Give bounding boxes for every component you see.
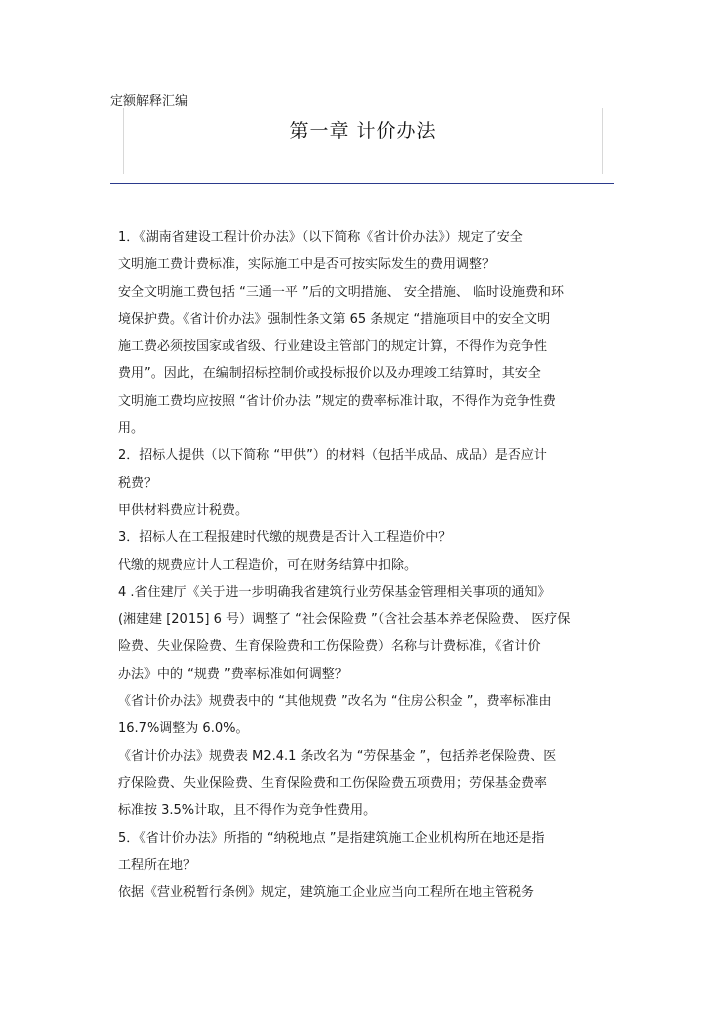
text-line: 施工费必须按国家或省级、行业建设主管部门的规定计算，不得作为竞争性 <box>118 339 548 355</box>
text-line: 3．招标人在工程报建时代缴的规费是否计入工程造价中？ <box>118 530 452 546</box>
text-line: 安全文明施工费包括 “三通一平 ”后的文明措施、 安全措施、 临时设施费和环 <box>118 284 564 300</box>
chapter-title-box <box>123 108 603 174</box>
text-line: 4 .省住建厅《关于进一步明确我省建筑行业劳保基金管理相关事项的通知》 <box>118 584 551 600</box>
text-line: 16.7%调整为 6.0%。 <box>118 721 249 737</box>
text-line: 险费、失业保险费、生育保险费和工伤保险费）名称与计费标准，《省计价 <box>118 639 541 655</box>
text-line: 文明施工费计费标准，实际施工中是否可按实际发生的费用调整？ <box>118 257 496 273</box>
text-line: 税费？ <box>118 475 158 491</box>
text-line: 《省计价办法》规费表 M2.4.1 条改名为 “劳保基金 ”，包括养老保险费、医 <box>118 748 557 764</box>
title-divider <box>110 183 614 184</box>
text-line: 费用”。因此，在编制招标控制价或投标报价以及办理竣工结算时，其安全 <box>118 366 541 382</box>
text-line: 5．《省计价办法》所指的 “纳税地点 ”是指建筑施工企业机构所在地还是指 <box>118 830 545 846</box>
text-line: 2．招标人提供（以下简称 “甲供”）的材料（包括半成品、成品）是否应计 <box>118 448 547 464</box>
document-header-label: 定额解释汇编 <box>110 94 189 109</box>
text-line: 《省计价办法》规费表中的 “其他规费 ”改名为 “住房公积金 ”，费率标准由 <box>118 694 552 710</box>
text-line: (湘建建 [2015] 6 号）调整了 “社会保险费 ”（含社会基本养老保险费、 医疗保 <box>118 612 571 628</box>
text-line: 1．《湖南省建设工程计价办法》（以下简称《省计价办法》）规定了安全 <box>118 230 523 245</box>
text-line: 境保护费。《省计价办法》强制性条文第 65 条规定 “措施项目中的安全文明 <box>118 311 551 327</box>
text-line: 依据《营业税暂行条例》规定，建筑施工企业应当向工程所在地主管税务 <box>118 885 535 901</box>
text-line: 疗保险费、失业保险费、生育保险费和工伤保险费五项费用；劳保基金费率 <box>118 775 548 791</box>
text-line: 标准按 3.5%计取，且不得作为竞争性费用。 <box>118 803 377 819</box>
text-line: 工程所在地？ <box>118 857 197 873</box>
text-line: 代缴的规费应计人工程造价，可在财务结算中扣除。 <box>118 557 418 573</box>
document-body <box>118 224 608 906</box>
chapter-title: 第一章 计价办法 <box>289 120 437 142</box>
text-line: 用。 <box>118 421 145 437</box>
text-line: 甲供材料费应计税费。 <box>118 502 249 518</box>
text-line: 办法》中的 “规费 ”费率标准如何调整？ <box>118 666 348 682</box>
text-line: 文明施工费均应按照 “省计价办法 ”规定的费率标准计取，不得作为竞争性费 <box>118 393 556 409</box>
